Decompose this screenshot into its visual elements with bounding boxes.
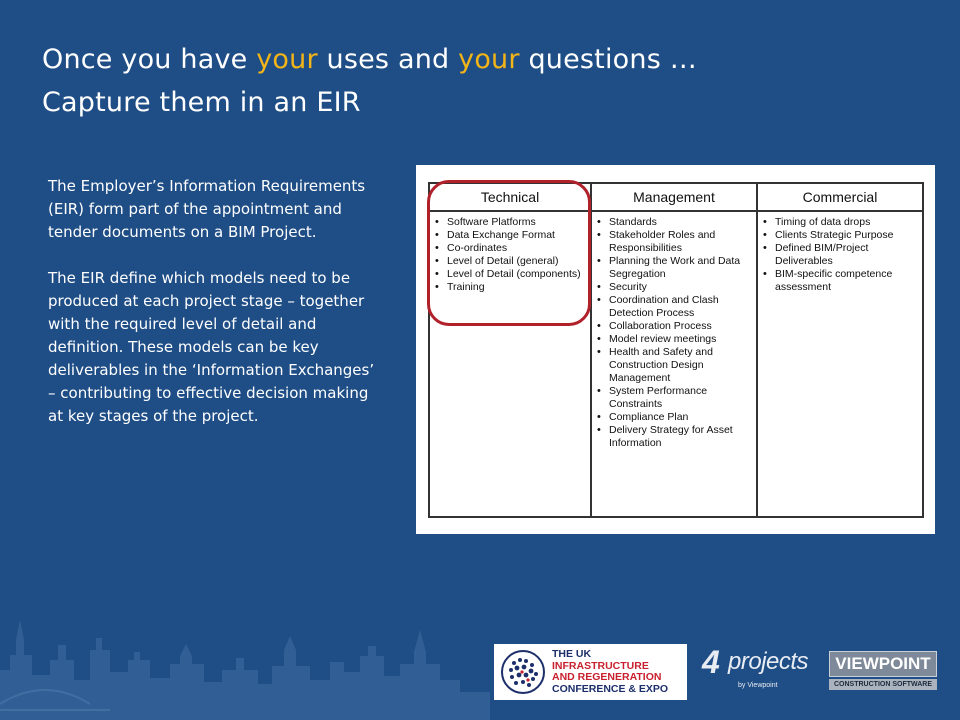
management-item: • Compliance Plan bbox=[596, 411, 752, 424]
city-skyline-graphic bbox=[0, 600, 960, 720]
expo-line-3: AND REGENERATION bbox=[552, 671, 662, 683]
body-paragraph-2: The EIR define which models need to be produced at each project stage – together with the required level of detail and definition. These models can be key deliverables in the ‘Information Exchanges’ – contributing to effective decision making at key stages of the project. bbox=[48, 269, 375, 425]
management-column bbox=[591, 211, 757, 517]
technical-item: • Data Exchange Format bbox=[434, 229, 586, 242]
title-text-2: uses and bbox=[317, 44, 459, 75]
management-item: • Delivery Strategy for Asset Information bbox=[596, 424, 752, 450]
expo-line-4: CONFERENCE & EXPO bbox=[552, 682, 669, 695]
title-text-1: Once you have bbox=[42, 44, 257, 75]
viewpoint-name: VIEWPOINT bbox=[829, 651, 937, 677]
viewpoint-logo bbox=[829, 651, 937, 689]
body-text bbox=[48, 175, 378, 451]
globe-icon bbox=[500, 649, 546, 695]
management-item: • Collaboration Process bbox=[596, 320, 752, 333]
technical-item: • Training bbox=[434, 281, 586, 294]
uk-infrastructure-expo-logo bbox=[494, 644, 687, 700]
expo-line-2: INFRASTRUCTURE bbox=[552, 659, 649, 672]
eir-table bbox=[428, 182, 924, 518]
commercial-item: • Timing of data drops bbox=[762, 216, 918, 229]
technical-item-list bbox=[434, 216, 586, 294]
management-item: • Health and Safety and Construction Design Management bbox=[596, 346, 752, 385]
4projects-logo bbox=[702, 646, 814, 696]
management-item: • Model review meetings bbox=[596, 333, 752, 346]
commercial-item: • BIM-specific competence assessment bbox=[762, 268, 918, 294]
title-line-2: Capture them in an EIR bbox=[42, 87, 361, 118]
management-item: • Stakeholder Roles and Responsibilities bbox=[596, 229, 752, 255]
body-paragraph-1: The Employer’s Information Requirements (EIR) form part of the appointment and tender documents on a BIM Project. bbox=[48, 177, 366, 241]
management-item: • Standards bbox=[596, 216, 752, 229]
technical-item: • Level of Detail (components) bbox=[434, 268, 586, 281]
management-item: • Planning the Work and Data Segregation bbox=[596, 255, 752, 281]
management-item: • Security bbox=[596, 281, 752, 294]
technical-item: • Software Platforms bbox=[434, 216, 586, 229]
management-item: • Coordination and Clash Detection Process bbox=[596, 294, 752, 320]
4projects-byline: by Viewpoint bbox=[738, 682, 778, 689]
commercial-item-list bbox=[762, 216, 918, 294]
expo-logo-text bbox=[552, 649, 668, 695]
technical-item: • Co-ordinates bbox=[434, 242, 586, 255]
eir-table-body-row bbox=[429, 211, 923, 517]
eir-table-header-row bbox=[429, 183, 923, 211]
eir-table-image bbox=[416, 165, 935, 534]
4projects-word: projects bbox=[728, 648, 809, 675]
commercial-item: • Defined BIM/Project Deliverables bbox=[762, 242, 918, 268]
management-item: • System Performance Constraints bbox=[596, 385, 752, 411]
expo-line-1: THE UK bbox=[552, 648, 592, 660]
technical-column bbox=[429, 211, 591, 517]
title-line-1 bbox=[42, 38, 922, 81]
commercial-column bbox=[757, 211, 923, 517]
management-item-list bbox=[596, 216, 752, 450]
technical-item: • Level of Detail (general) bbox=[434, 255, 586, 268]
4projects-mark: 4 bbox=[702, 644, 720, 680]
header-management: Management bbox=[591, 183, 757, 211]
header-technical: Technical bbox=[429, 183, 591, 211]
commercial-item: • Clients Strategic Purpose bbox=[762, 229, 918, 242]
viewpoint-tagline: CONSTRUCTION SOFTWARE bbox=[829, 679, 937, 690]
title-text-3: questions … bbox=[519, 44, 697, 75]
slide-title bbox=[42, 38, 922, 124]
header-commercial: Commercial bbox=[757, 183, 923, 211]
title-highlight-your-2: your bbox=[458, 44, 520, 75]
title-highlight-your-1: your bbox=[256, 44, 318, 75]
